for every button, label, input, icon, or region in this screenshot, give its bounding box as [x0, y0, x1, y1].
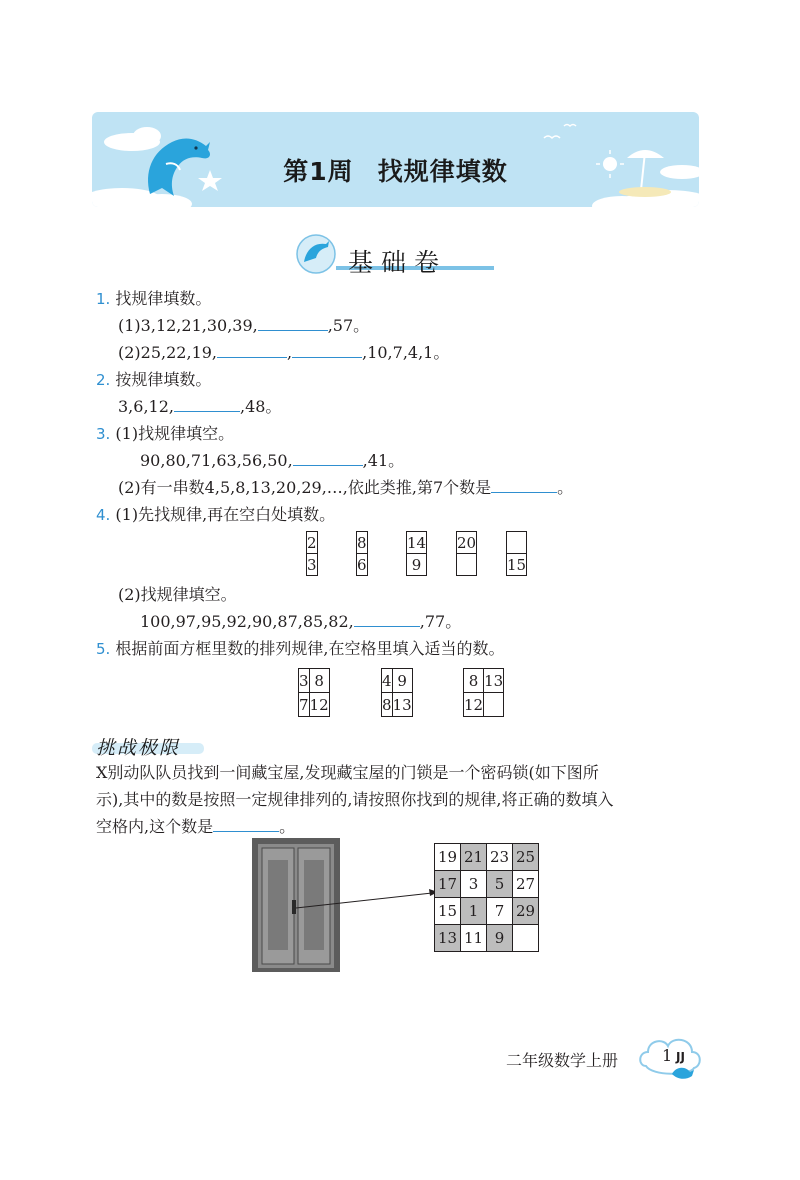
lock-cell: 23 [487, 844, 513, 871]
door-lock-icon [292, 900, 296, 914]
number-box [456, 531, 477, 576]
sequence-text: 3,12,21,30,39, [140, 316, 258, 335]
part-label: (2) [118, 585, 141, 604]
box-cell: 15 [507, 555, 527, 574]
question-number: 3. [96, 425, 111, 443]
question-2 [96, 370, 211, 390]
question-prompt: 先找规律,再在空白处填数。 [138, 505, 336, 524]
lock-grid [434, 843, 539, 952]
week-label: 第1周 [283, 157, 354, 186]
grid-cell: 13 [484, 669, 504, 693]
door-illustration [252, 838, 442, 972]
question-4-part-2 [118, 585, 237, 605]
answer-blank[interactable] [217, 343, 287, 358]
week-banner [92, 112, 699, 207]
question-3 [96, 424, 234, 444]
edition-code: JJ [676, 1050, 685, 1064]
lock-cell: 19 [435, 844, 461, 871]
sequence-text: ,41。 [362, 451, 405, 470]
box-cell: 9 [407, 554, 427, 576]
challenge-text: 空格内,这个数是 [96, 817, 214, 836]
grid-cell: 8 [309, 669, 329, 693]
question-1 [96, 289, 211, 309]
lock-cell: 9 [487, 925, 513, 952]
part-label: (1) [115, 505, 139, 524]
lock-cell: 7 [487, 898, 513, 925]
number-box [356, 531, 368, 576]
lock-cell: 3 [461, 871, 487, 898]
sequence-text: ,57。 [327, 316, 370, 335]
question-prompt: 找规律填数。 [115, 289, 212, 308]
lock-cell: 17 [435, 871, 461, 898]
lock-cell: 11 [461, 925, 487, 952]
question-prompt: 找规律填空。 [140, 585, 237, 604]
question-number: 2. [96, 371, 111, 389]
answer-blank[interactable] [258, 316, 328, 331]
challenge-line-1: X别动队队员找到一间藏宝屋,发现藏宝屋的门锁是一个密码锁(如下图所 [96, 763, 599, 782]
week-topic: 找规律填数 [377, 157, 508, 186]
sequence-text: 。 [557, 478, 574, 497]
lock-cell: 1 [461, 898, 487, 925]
lock-cell: 21 [461, 844, 487, 871]
question-number: 1. [96, 290, 111, 308]
grid-cell: 9 [392, 669, 412, 693]
sequence-text: 25,22,19, [140, 343, 218, 362]
question-1-part-1 [118, 316, 369, 336]
grid-cell: 8 [382, 693, 393, 717]
bird-icon [544, 136, 560, 138]
grid-cell: 12 [464, 693, 484, 717]
grid-cell: 7 [299, 693, 310, 717]
grid-cell: 3 [299, 669, 310, 693]
sequence-text: 3,6,12, [118, 397, 174, 416]
sequence-text: 100,97,95,92,90,87,85,82, [140, 612, 354, 631]
number-box [306, 531, 318, 576]
lock-cell: 5 [487, 871, 513, 898]
grid-cell: 12 [309, 693, 329, 717]
question-3-part-2 [118, 478, 573, 498]
box-cell: 14 [407, 533, 427, 552]
part-label: (2) [118, 343, 141, 362]
answer-blank[interactable] [293, 451, 363, 466]
question-4 [96, 505, 335, 525]
answer-cell[interactable] [457, 554, 477, 576]
question-2-sequence [118, 397, 281, 417]
question-1-part-2 [118, 343, 449, 363]
answer-blank[interactable] [174, 397, 240, 412]
sequence-text: ,48。 [239, 397, 282, 416]
box-cell: 8 [357, 533, 367, 552]
part-label: (2) [118, 478, 141, 497]
question-3-part-1-sequence [140, 451, 404, 471]
number-grid [381, 668, 413, 717]
box-cell: 3 [307, 555, 317, 574]
banner-title [92, 152, 699, 188]
lock-cell: 25 [513, 844, 539, 871]
section-title: 基础卷 [348, 248, 448, 277]
part-label: (1) [115, 424, 139, 443]
sequence-text: ,10,7,4,1。 [362, 343, 450, 362]
question-4-part-2-sequence [140, 612, 461, 632]
grid-cell: 8 [464, 669, 484, 693]
answer-blank[interactable] [292, 343, 362, 358]
box-cell: 2 [307, 533, 317, 552]
lock-cell: 29 [513, 898, 539, 925]
challenge-text: 。 [279, 817, 296, 836]
footer-book-title: 二年级数学上册 [506, 1051, 619, 1070]
number-grid [298, 668, 330, 717]
challenge-line-2: 示),其中的数是按照一定规律排列的,请按照你找到的规律,将正确的数填入 [96, 790, 614, 809]
answer-blank[interactable] [213, 817, 279, 832]
sequence-text: , [287, 343, 293, 362]
question-prompt: 按规律填数。 [115, 370, 212, 389]
lock-cell: 15 [435, 898, 461, 925]
part-label: (1) [118, 316, 141, 335]
number-grid [463, 668, 504, 717]
challenge-title: 挑战极限 [96, 737, 181, 759]
answer-cell[interactable] [484, 693, 504, 717]
lock-cell: 27 [513, 871, 539, 898]
question-5 [96, 639, 505, 659]
grid-cell: 13 [392, 693, 412, 717]
number-box [406, 531, 427, 576]
answer-blank[interactable] [491, 478, 557, 493]
sequence-text: 90,80,71,63,56,50, [140, 451, 293, 470]
lock-cell: 13 [435, 925, 461, 952]
box-cell: 6 [357, 555, 367, 574]
answer-cell[interactable] [507, 532, 527, 554]
question-number: 5. [96, 640, 111, 658]
answer-blank[interactable] [354, 612, 420, 627]
page-number: 1 [662, 1046, 673, 1065]
question-prompt: 有一串数4,5,8,13,20,29,…,依此类推,第7个数是 [140, 478, 492, 497]
lock-answer-cell[interactable] [513, 925, 539, 952]
box-cell: 20 [457, 533, 477, 552]
challenge-line-3 [96, 817, 295, 837]
number-box [506, 531, 527, 576]
sequence-text: ,77。 [419, 612, 462, 631]
question-prompt: 找规律填空。 [138, 424, 235, 443]
grid-cell: 4 [382, 669, 393, 693]
question-number: 4. [96, 506, 111, 524]
question-prompt: 根据前面方框里数的排列规律,在空格里填入适当的数。 [115, 639, 505, 658]
